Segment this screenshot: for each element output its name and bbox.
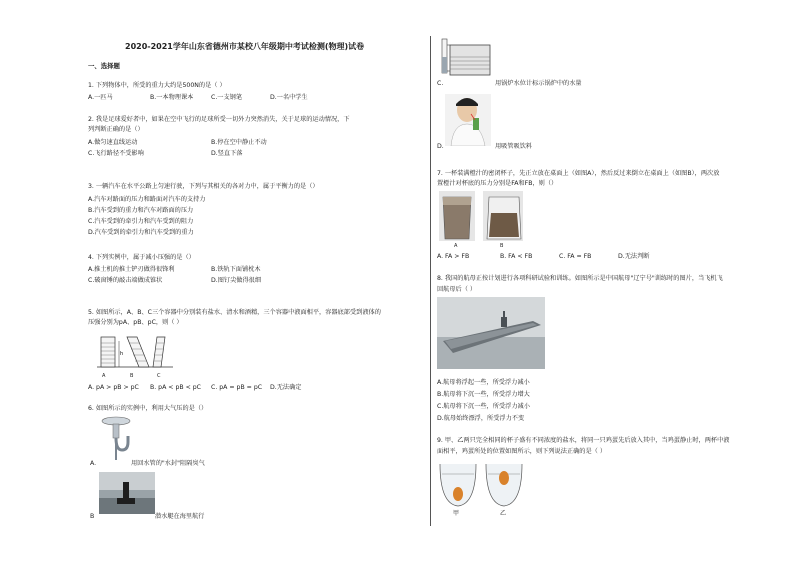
q8-option-c[interactable]: C.航母将下沉一些，所受浮力减小 bbox=[437, 403, 530, 410]
q4-option-d[interactable]: D.图钉尖做得很细 bbox=[211, 277, 262, 284]
q5-option-c[interactable]: C. pA = pB = pC bbox=[211, 384, 263, 391]
q6-straw-drinking-figure bbox=[445, 94, 491, 146]
q4-option-a[interactable]: A.推土机的推土铲刃做得很锋利 bbox=[88, 266, 175, 273]
q5-option-a[interactable]: A. pA > pB > pC bbox=[88, 384, 139, 391]
q6-option-a-letter[interactable]: A. bbox=[90, 460, 97, 467]
q1-stem: 1. 下列物体中，所受的重力大约是500N的是（ ） bbox=[88, 82, 226, 89]
q3-option-c[interactable]: C.汽车受到的牵引力和汽车受到的阻力 bbox=[88, 218, 194, 225]
q6-submarine-figure bbox=[99, 472, 155, 514]
column-divider bbox=[430, 36, 431, 526]
q5-stem-line2: 压强分别为pA、pB、pC，则（ ） bbox=[88, 319, 183, 326]
q5-fig-label-b: B bbox=[130, 373, 134, 379]
q6-option-c[interactable]: 用锅炉水位计标示锅炉中的水量 bbox=[495, 80, 582, 87]
q2-option-b[interactable]: B.停在空中静止不动 bbox=[211, 139, 267, 146]
q5-stem-line1: 5. 如图所示，A、B、C三个容器中分别装有盐水、清水和酒精，三个容器中液面相平，容器底部受到液体的 bbox=[88, 309, 381, 316]
q8-aircraft-carrier-figure bbox=[437, 297, 545, 369]
q7-fig-label-b: B bbox=[500, 243, 504, 249]
q9-egg-cups-figure bbox=[438, 460, 524, 510]
q9-fig-label-jia: 甲 bbox=[453, 510, 460, 517]
q6-option-d-letter[interactable]: D. bbox=[437, 143, 444, 150]
q8-option-b[interactable]: B.航母将下沉一些，所受浮力增大 bbox=[437, 391, 530, 398]
q5-containers-figure bbox=[95, 331, 175, 373]
q1-option-d[interactable]: D.一名中学生 bbox=[270, 94, 308, 101]
q5-h-label: h bbox=[120, 351, 124, 357]
q7-stem-line1: 7. 一杯装满橙汁的密闭杯子，先正立放在桌面上（如图A），然后反过来倒立在桌面上（如图B），两次放 bbox=[437, 170, 720, 177]
q3-option-a[interactable]: A.汽车对路面的压力和路面对汽车的支持力 bbox=[88, 196, 206, 203]
q6-option-d[interactable]: 用吸管吸饮料 bbox=[495, 143, 533, 150]
q5-option-d[interactable]: D.无法确定 bbox=[270, 384, 302, 391]
q2-stem-line2: 列判断正确的是（） bbox=[88, 126, 144, 133]
q1-option-c[interactable]: C.一支钢笔 bbox=[211, 94, 243, 101]
q7-option-d[interactable]: D.无法判断 bbox=[618, 253, 650, 260]
q7-option-c[interactable]: C. FA = FB bbox=[559, 253, 592, 260]
q7-fig-label-a: A bbox=[454, 243, 458, 249]
q6-stem: 6. 如图所示的实例中，利用大气压的是（） bbox=[88, 405, 208, 412]
q6-boiler-gauge-figure bbox=[440, 37, 494, 79]
q9-stem-line1: 9. 甲、乙两只完全相同的杯子盛有不同浓度的盐水，将同一只鸡蛋先后放入其中，当鸡蛋静止时，两杯中液 bbox=[437, 437, 730, 444]
q7-stem-line2: 置橙汁对杯底的压力分别是FA和FB，则（） bbox=[437, 180, 558, 187]
q8-option-a[interactable]: A.航母将浮起一些，所受浮力减小 bbox=[437, 379, 530, 386]
section-heading: 一、选择题 bbox=[88, 62, 120, 70]
q4-option-b[interactable]: B.铁轨下面铺枕木 bbox=[211, 266, 261, 273]
q1-option-a[interactable]: A.一匹马 bbox=[88, 94, 113, 101]
q4-stem: 4. 下列实例中，属于减小压强的是（） bbox=[88, 254, 195, 261]
q2-option-a[interactable]: A.做匀速直线运动 bbox=[88, 139, 138, 146]
q6-drain-trap-figure bbox=[100, 416, 132, 464]
page-title: 2020-2021学年山东省德州市某校八年级期中考试检测(物理)试卷 bbox=[125, 42, 365, 51]
q5-fig-label-c: C bbox=[157, 373, 161, 379]
q8-stem-line1: 8. 我国的航母正按计划进行各项科研试验和训练。如图所示是中国航母"辽宁号"训练时的图片，当飞机飞 bbox=[437, 275, 723, 282]
q6-option-a[interactable]: 用回水管的"水封"阻隔臭气 bbox=[131, 460, 205, 467]
q9-stem-line2: 面相平，鸡蛋所处的位置如图所示，则下列说法正确的是（ ） bbox=[437, 448, 607, 455]
q4-option-c[interactable]: C.破窗锤的敲击端做成锥状 bbox=[88, 277, 163, 284]
q2-stem-line1: 2. 我是足球爱好者中，如果在空中飞行的足球所受一切外力突然消失，关于足球的运动情况，下 bbox=[88, 116, 350, 123]
q2-option-c[interactable]: C.飞行路径不受影响 bbox=[88, 150, 144, 157]
q3-stem: 3. 一辆汽车在水平公路上匀速行驶，下列与其相关的各对力中，属于平衡力的是（） bbox=[88, 183, 319, 190]
q3-option-d[interactable]: D.汽车受到的牵引力和汽车受到的重力 bbox=[88, 229, 194, 236]
q8-stem-line2: 回航母后（ ） bbox=[437, 286, 477, 293]
q6-option-b[interactable]: 潜水艇在海里航行 bbox=[155, 513, 205, 520]
q2-option-d[interactable]: D.竖直下落 bbox=[211, 150, 243, 157]
q7-option-b[interactable]: B. FA < FB bbox=[500, 253, 533, 260]
q6-option-b-letter[interactable]: B bbox=[90, 513, 95, 520]
q7-juice-cups-figure bbox=[439, 191, 523, 241]
q7-option-a[interactable]: A. FA > FB bbox=[437, 253, 470, 260]
q9-fig-label-yi: 乙 bbox=[500, 510, 507, 517]
q5-fig-label-a: A bbox=[102, 373, 106, 379]
q5-option-b[interactable]: B. pA < pB < pC bbox=[150, 384, 201, 391]
q8-option-d[interactable]: D.航母始终漂浮，所受浮力不变 bbox=[437, 415, 525, 422]
q6-option-c-letter[interactable]: C. bbox=[437, 80, 444, 87]
q3-option-b[interactable]: B.汽车受到的重力和汽车对路面的压力 bbox=[88, 207, 194, 214]
q1-option-b[interactable]: B.一本物理课本 bbox=[150, 94, 194, 101]
